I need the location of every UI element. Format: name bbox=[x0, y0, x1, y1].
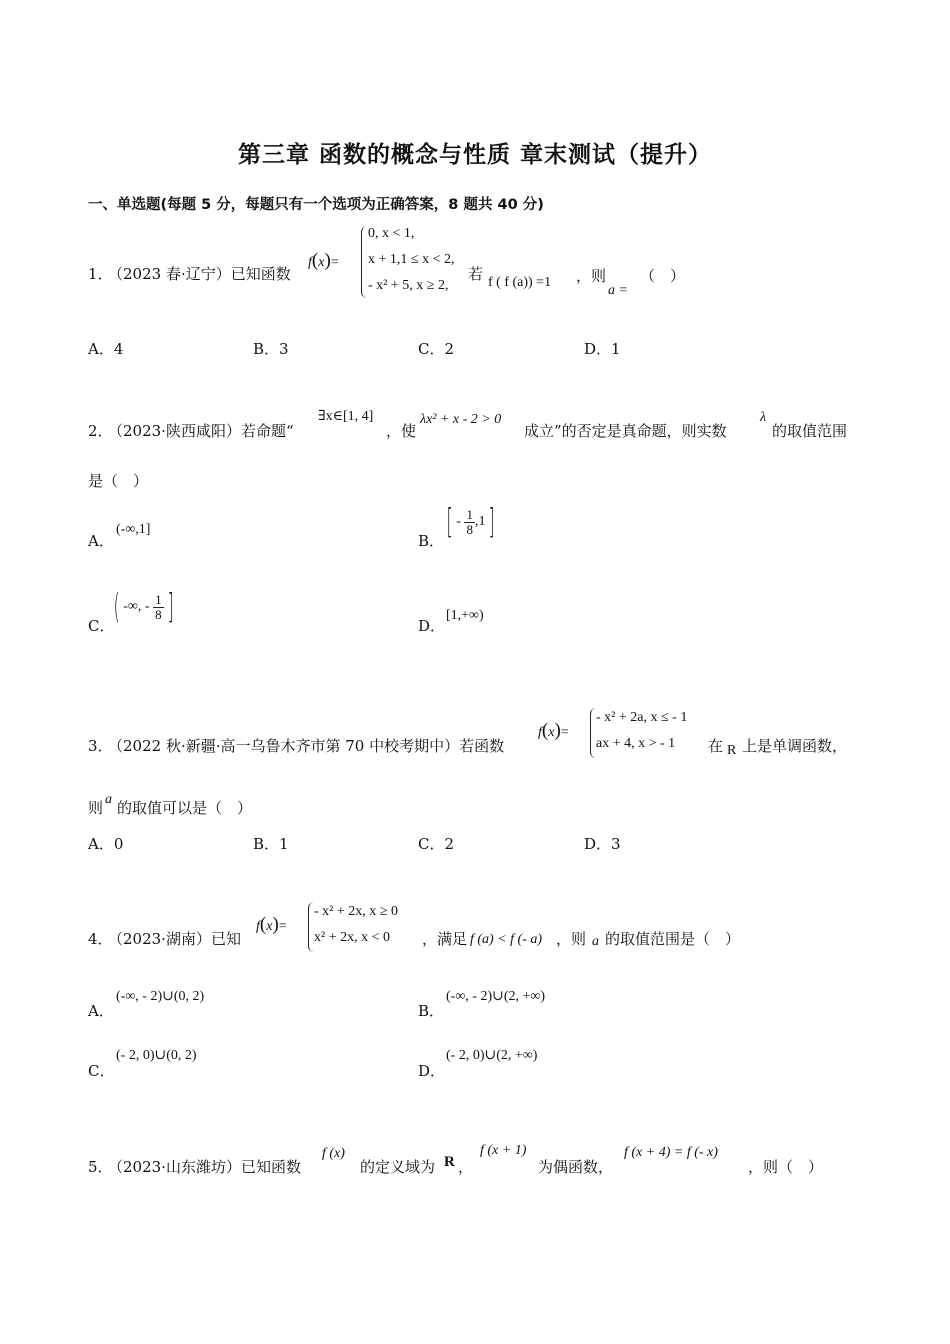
q5-tail: ，则（ ） bbox=[748, 1158, 824, 1176]
q3-piece-2: ax + 4, x > - 1 bbox=[596, 736, 676, 751]
q2-suffix: 成立”的否定是真命题，则实数 bbox=[524, 422, 727, 440]
q2-line2: 是（ ） bbox=[88, 472, 149, 490]
q1-option-d[interactable]: D．1 bbox=[584, 340, 621, 358]
q3-prefix: （2022 秋·新疆·高一乌鲁木齐市第 70 中校考期中）若函数 bbox=[108, 737, 505, 755]
q3-a: a bbox=[105, 792, 112, 807]
q2-tail: 的取值范围 bbox=[772, 422, 848, 440]
q1-option-a[interactable]: A．4 bbox=[88, 340, 124, 358]
q3-option-c[interactable]: C．2 bbox=[418, 835, 455, 853]
q2-option-b[interactable]: [ - $\frac{1}{8}$ ,1 ] bbox=[446, 502, 496, 542]
q1-a-equals: a = bbox=[608, 283, 628, 298]
q4-option-c-label[interactable]: C． bbox=[88, 1062, 115, 1080]
q4-option-b[interactable]: (-∞, - 2)∪(2, +∞) bbox=[446, 989, 546, 1004]
q4-mid: ，满足 bbox=[422, 930, 468, 948]
q1-then: ，则 bbox=[576, 267, 607, 285]
q3-zai: 在 bbox=[708, 737, 724, 755]
q3-option-a[interactable]: A．0 bbox=[88, 835, 124, 853]
q3-line2-pre: 则 bbox=[88, 799, 104, 817]
q4-option-d-label[interactable]: D． bbox=[418, 1062, 446, 1080]
q2-option-c[interactable]: ( -∞, - $\frac{1}{8}$ ] bbox=[113, 587, 174, 627]
section-heading: 一、单选题(每题 5 分，每题只有一个选项为正确答案，8 题共 40 分) bbox=[88, 197, 544, 213]
q1-brace bbox=[361, 226, 367, 298]
q1-option-c[interactable]: C．2 bbox=[418, 340, 455, 358]
q2-inequality: λx² + x - 2 > 0 bbox=[420, 412, 502, 427]
q5-comma: ， bbox=[458, 1158, 474, 1176]
q4-option-b-label[interactable]: B． bbox=[418, 1002, 445, 1020]
q2-option-a-label[interactable]: A． bbox=[88, 532, 114, 550]
q3-number: 3． bbox=[88, 737, 113, 755]
q3-func-label: f(x)= bbox=[538, 720, 569, 741]
q3-R: R bbox=[727, 743, 737, 758]
q4-piece-1: - x² + 2x, x ≥ 0 bbox=[314, 904, 398, 919]
q4-option-d[interactable]: (- 2, 0)∪(2, +∞) bbox=[446, 1048, 538, 1063]
q2-number: 2． bbox=[88, 422, 113, 440]
q3-option-d[interactable]: D．3 bbox=[584, 835, 621, 853]
q2-option-d-label[interactable]: D． bbox=[418, 617, 446, 635]
q1-func-label: f(x)= bbox=[308, 250, 339, 271]
q4-condition: f (a) < f (- a) bbox=[470, 932, 543, 947]
q5-equation: f (x + 4) = f (- x) bbox=[624, 1145, 718, 1160]
q2-option-c-label[interactable]: C． bbox=[88, 617, 115, 635]
q5-R: R bbox=[444, 1154, 455, 1170]
q1-if: 若 bbox=[468, 265, 484, 283]
q1-number: 1． bbox=[88, 265, 113, 283]
q5-fx: f (x) bbox=[322, 1146, 345, 1161]
q2-shi: ，使 bbox=[386, 422, 417, 440]
q1-option-b[interactable]: B．3 bbox=[253, 340, 289, 358]
q5-number: 5． bbox=[88, 1158, 113, 1176]
q2-option-b-label[interactable]: B． bbox=[418, 532, 445, 550]
q4-func-label: f(x)= bbox=[256, 914, 287, 935]
q3-line2-post: 的取值可以是（ ） bbox=[117, 799, 253, 817]
q3-piece-1: - x² + 2a, x ≤ - 1 bbox=[596, 710, 688, 725]
q4-a: a bbox=[592, 934, 599, 949]
q2-prefix: （2023·陕西咸阳）若命题“ bbox=[108, 422, 294, 440]
q4-option-c[interactable]: (- 2, 0)∪(0, 2) bbox=[116, 1048, 197, 1063]
q4-piece-2: x² + 2x, x < 0 bbox=[314, 930, 390, 945]
q1-answer-blank: （ ） bbox=[640, 267, 686, 285]
q4-prefix: （2023·湖南）已知 bbox=[108, 930, 241, 948]
q3-option-b[interactable]: B．1 bbox=[253, 835, 289, 853]
q2-option-a[interactable]: (-∞,1] bbox=[116, 522, 151, 537]
q4-option-a-label[interactable]: A． bbox=[88, 1002, 114, 1020]
q4-number: 4． bbox=[88, 930, 113, 948]
q3-suffix: 上是单调函数， bbox=[742, 737, 848, 755]
q5-fx-plus-1: f (x + 1) bbox=[480, 1143, 527, 1158]
q4-option-a[interactable]: (-∞, - 2)∪(0, 2) bbox=[116, 989, 205, 1004]
q1-piece-2: x + 1,1 ≤ x < 2, bbox=[368, 252, 455, 267]
q2-lambda: λ bbox=[760, 410, 767, 425]
q1-piece-1: 0, x < 1, bbox=[368, 226, 415, 241]
q2-option-d[interactable]: [1,+∞) bbox=[446, 608, 484, 623]
q1-prefix: （2023 春·辽宁）已知函数 bbox=[108, 265, 291, 283]
q1-piece-3: - x² + 5, x ≥ 2, bbox=[368, 278, 449, 293]
q5-prefix: （2023·山东潍坊）已知函数 bbox=[108, 1158, 301, 1176]
q4-then: ，则 bbox=[556, 930, 587, 948]
q5-mid1: 的定义域为 bbox=[360, 1158, 436, 1176]
q5-mid2: 为偶函数， bbox=[538, 1158, 614, 1176]
q4-tail: 的取值范围是（ ） bbox=[605, 930, 741, 948]
page-title: 第三章 函数的概念与性质 章末测试（提升） bbox=[237, 142, 712, 168]
q1-condition: f ( f (a)) =1 bbox=[488, 275, 552, 290]
q2-exists: ∃x∈[1, 4] bbox=[318, 409, 374, 424]
